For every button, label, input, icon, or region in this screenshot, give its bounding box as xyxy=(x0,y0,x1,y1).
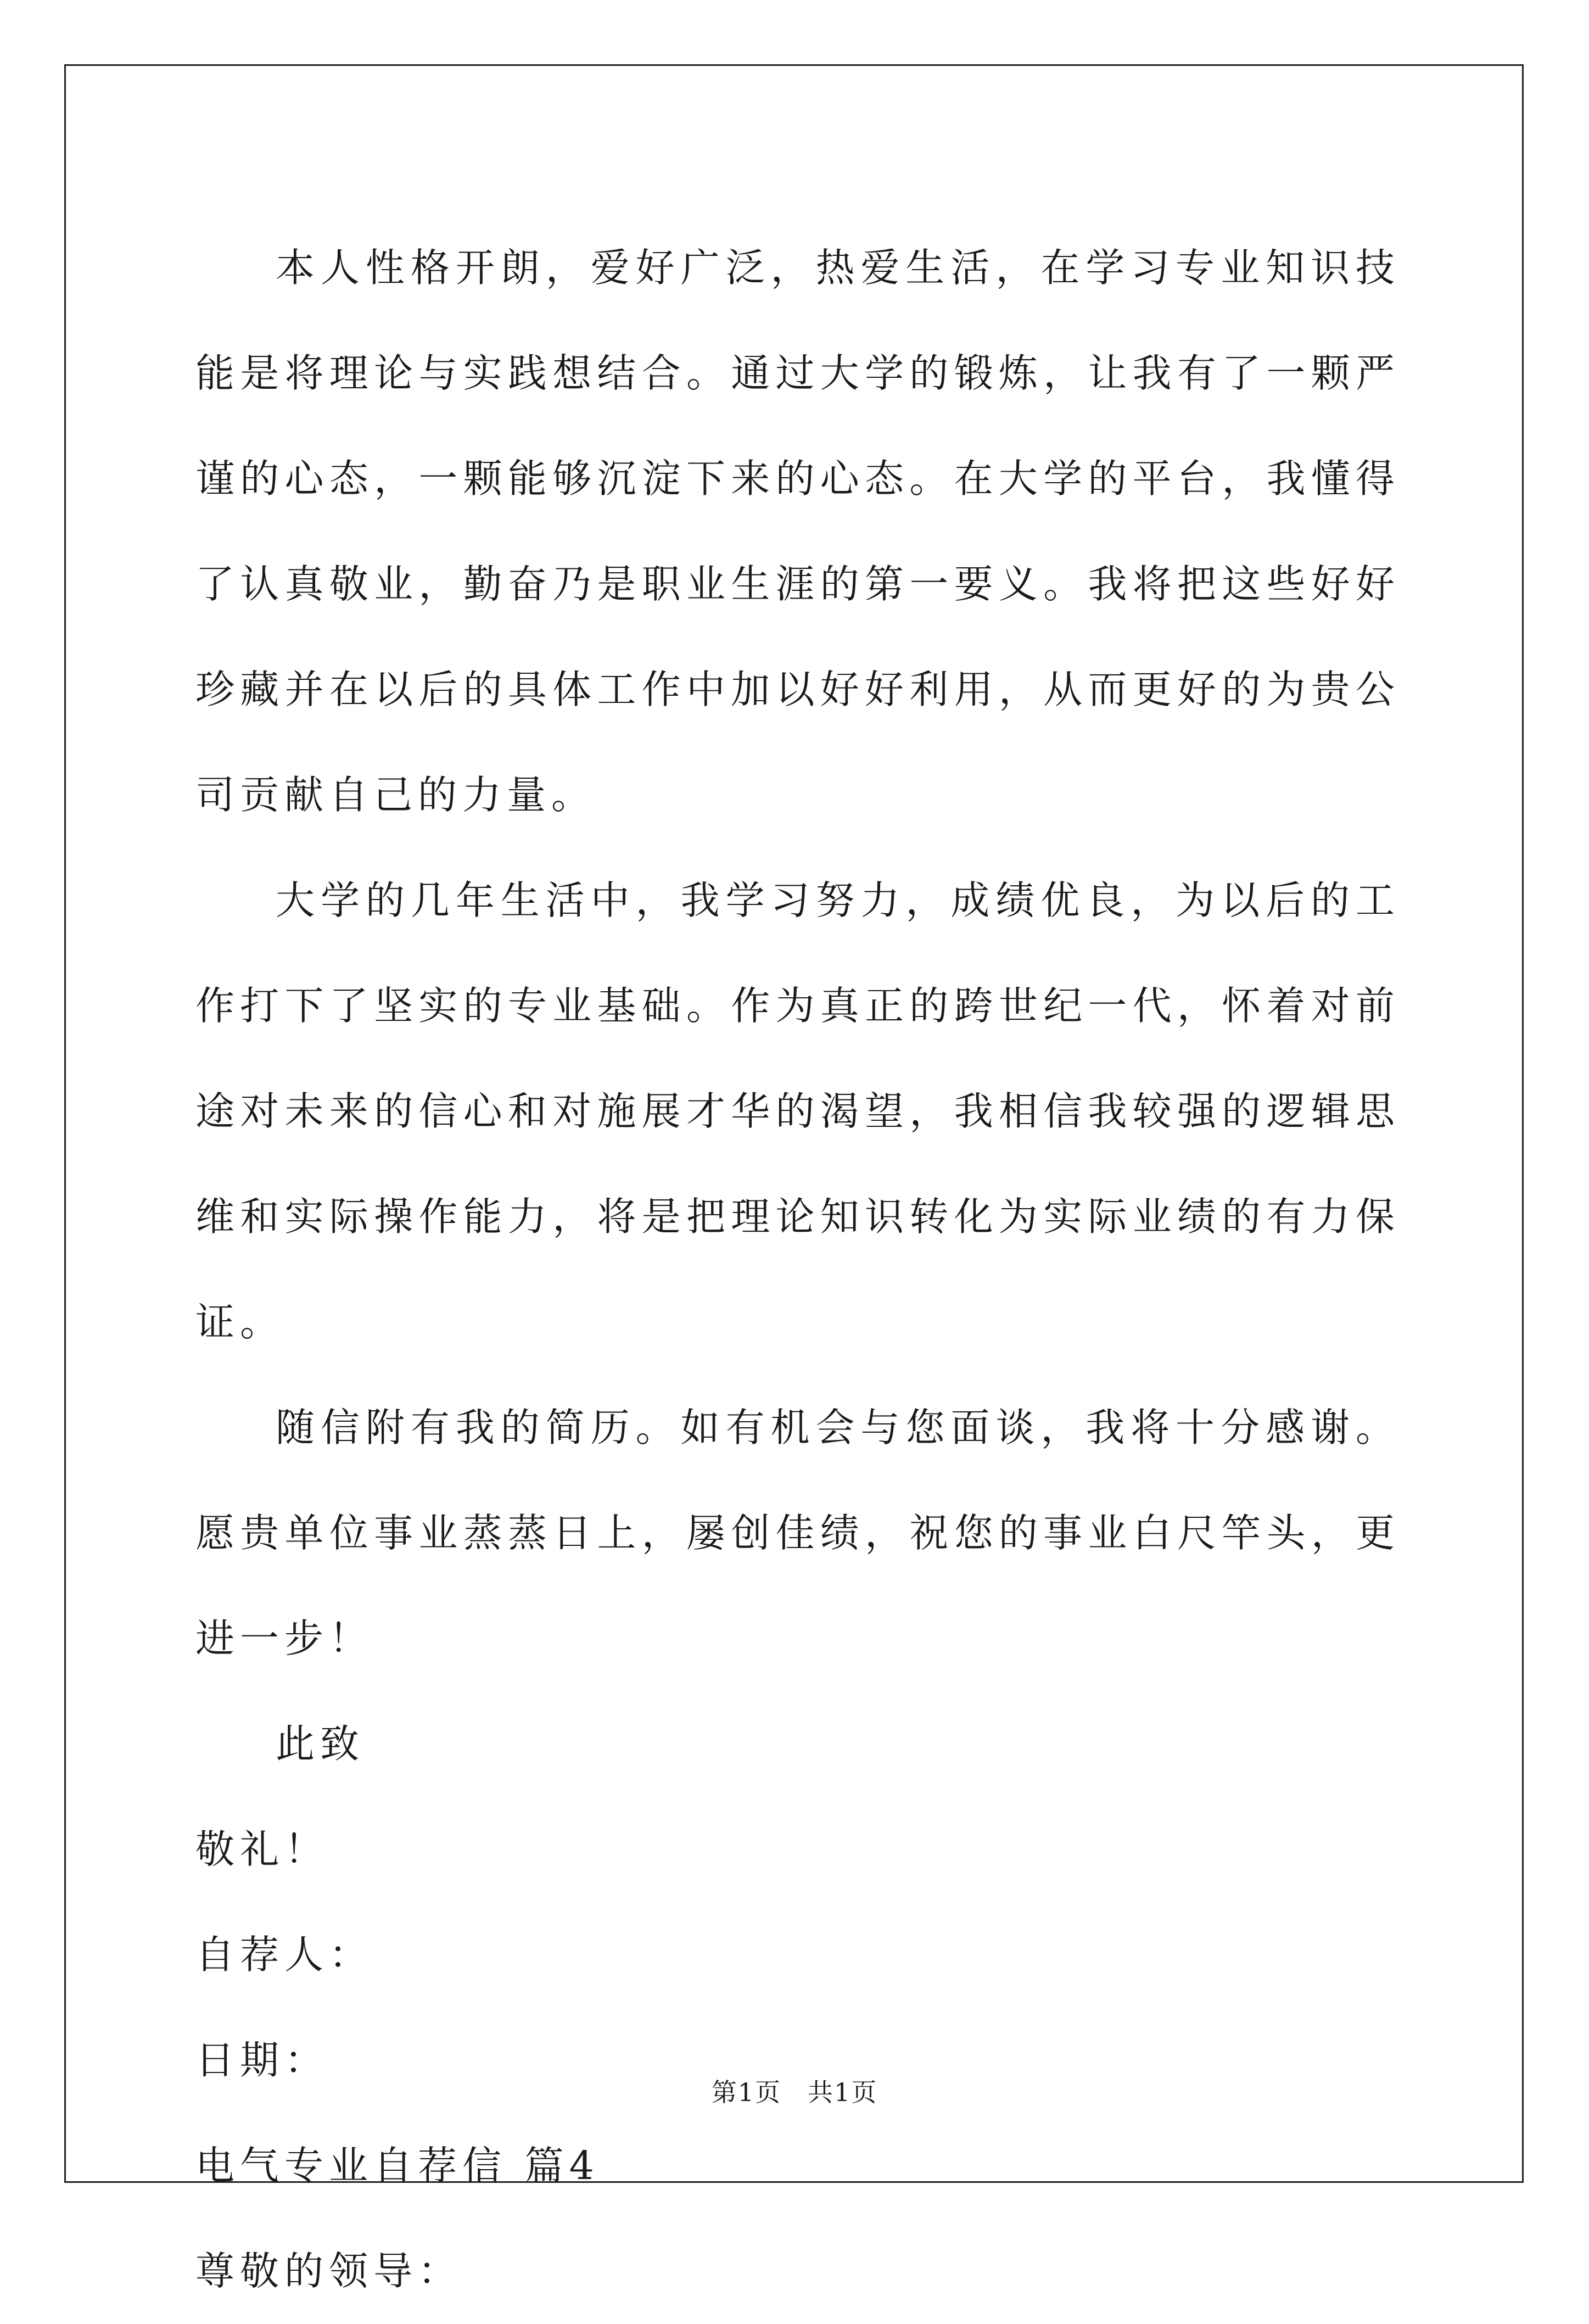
closing-cizhi: 此致 xyxy=(276,1721,365,1767)
section-heading: 电气专业自荐信 篇4 xyxy=(195,2143,600,2188)
closing-jingli: 敬礼！ xyxy=(195,1826,329,1872)
signature-applicant: 自荐人： xyxy=(195,1932,374,1977)
signature-date: 日期： xyxy=(195,2037,329,2083)
page-number: 第1页 xyxy=(711,2077,781,2107)
paragraph-resume-attached: 随信附有我的简历。如有机会与您面谈，我将十分感谢。愿贵单位事业蒸蒸日上，屡创佳绩，祝您的事业白尺竿头，更进一步！ xyxy=(195,1405,1400,1661)
page-footer xyxy=(0,2076,1589,2109)
salutation: 尊敬的领导： xyxy=(195,2248,463,2294)
paragraph-university-life: 大学的几年生活中，我学习努力，成绩优良，为以后的工作打下了坚实的专业基础。作为真正的跨世纪一代，怀着对前途对未来的信心和对施展才华的渴望，我相信我较强的逻辑思维和实际操作能力，将是把理论知识转化为实际业绩的有力保证。 xyxy=(195,878,1400,1345)
page-total: 共1页 xyxy=(808,2077,878,2107)
paragraph-personality: 本人性格开朗，爱好广泛，热爱生活，在学习专业知识技能是将理论与实践想结合。通过大学的锻炼，让我有了一颗严谨的心态，一颗能够沉淀下来的心态。在大学的平台，我懂得了认真敬业，勤奋乃是职业生涯的第一要义。我将把这些好好珍藏并在以后的具体工作中加以好好利用，从而更好的为贵公司贡献自己的力量。 xyxy=(195,245,1400,818)
document-body xyxy=(195,215,1400,2324)
